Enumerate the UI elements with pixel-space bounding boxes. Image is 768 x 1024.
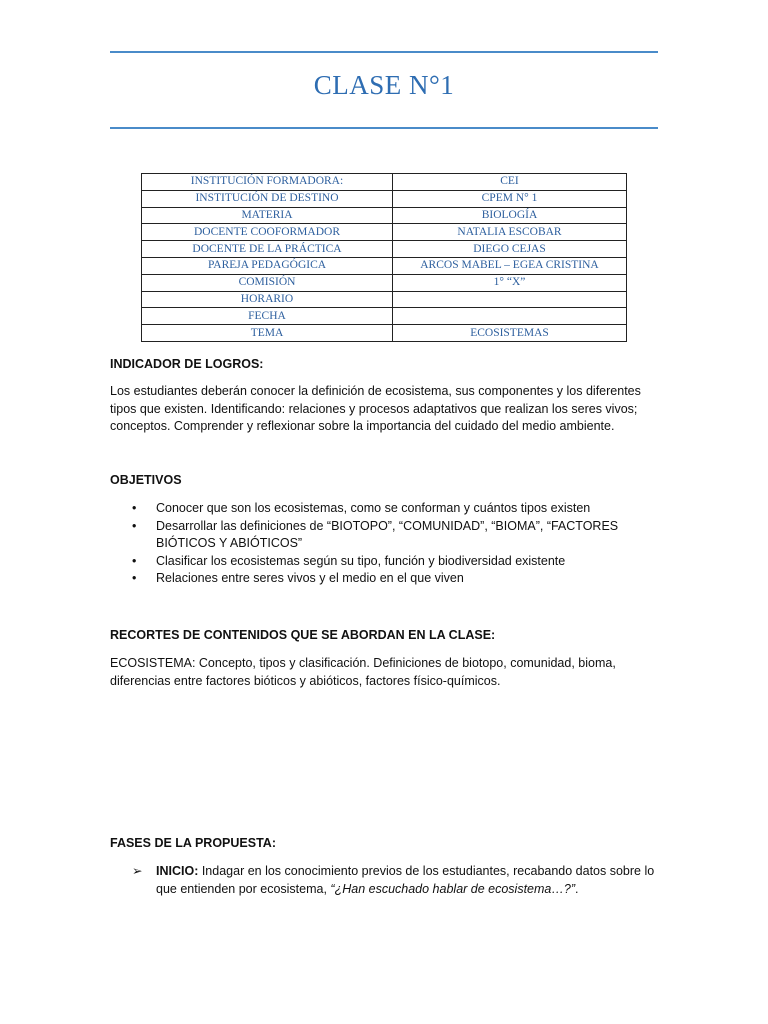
table-label-cell: FECHA [142,308,393,325]
table-label-cell: DOCENTE COOFORMADOR [142,224,393,241]
table-value-cell: ECOSISTEMAS [393,325,627,342]
recortes-text: ECOSISTEMA: Concepto, tipos y clasificación. Definiciones de biotopo, comunidad, bioma, diferencias entre factores bióticos y abióticos, factores físico-químicos. [110,656,616,688]
arrow-bullet-icon: ➢ [132,864,143,878]
list-item: • Conocer que son los ecosistemas, como se conforman y cuántos tipos existen [110,500,660,518]
table-value-cell: BIOLOGÍA [393,207,627,224]
table-value-cell: DIEGO CEJAS [393,241,627,258]
table-value-cell: CPEM N° 1 [393,190,627,207]
list-item: • Desarrollar las definiciones de “BIOTOPO”, “COMUNIDAD”, “BIOMA”, “FACTORES BIÓTICOS Y ABIÓTICOS” [132,518,619,550]
list-item: • Clasificar los ecosistemas según su tipo, función y biodiversidad existente [110,553,660,571]
table-row [142,291,627,308]
table-label-cell: DOCENTE DE LA PRÁCTICA [142,241,393,258]
table-row [142,224,627,241]
bottom-rule [110,127,658,129]
table-value-cell: CEI [393,174,627,191]
bullet-icon: • [132,518,137,533]
table-row [142,207,627,224]
table-label-cell: HORARIO [142,291,393,308]
bullet-icon: • [132,553,137,568]
table-row [142,241,627,258]
logros-heading: INDICADOR DE LOGROS: [110,357,264,371]
table-label-cell: PAREJA PEDAGÓGICA [142,257,393,274]
logros-text: Los estudiantes deberán conocer la definición de ecosistema, sus componentes y los diferentes tipos que existen. Identificando: relaciones y procesos adaptativos que realizan los seres vivos; conceptos. Comprender y reflexionar sobre la importancia del cuidado del medio ambiente. [110,384,641,433]
table-value-cell: ARCOS MABEL – EGEA CRISTINA [393,257,627,274]
table-row [142,257,627,274]
table-value-cell [393,308,627,325]
bullet-icon: • [132,571,137,585]
fases-heading: FASES DE LA PROPUESTA: [110,836,276,850]
table-row [142,325,627,342]
table-row [142,274,627,291]
bullet-icon: • [132,501,137,515]
objetivos-heading: OBJETIVOS [110,473,182,487]
table-label-cell: COMISIÓN [142,274,393,291]
fase-inicio-label: INICIO: [156,864,199,878]
table-value-cell: 1° “X” [393,274,627,291]
table-value-cell [393,291,627,308]
table-label-cell: INSTITUCIÓN FORMADORA: [142,174,393,191]
recortes-heading: RECORTES DE CONTENIDOS QUE SE ABORDAN EN LA CLASE: [110,628,496,642]
table-value-cell: NATALIA ESCOBAR [393,224,627,241]
table-row [142,174,627,191]
objetivos-list [110,500,660,588]
page-title: CLASE N°1 [313,70,455,100]
table-row [142,190,627,207]
table-label-cell: INSTITUCIÓN DE DESTINO [142,190,393,207]
fase-inicio: ➢ INICIO: Indagar en los conocimiento previos de los estudiantes, recabando datos sobre lo que entienden por ecosistema, “¿Han escuchado hablar de ecosistema…?”. [132,864,655,896]
fase-inicio-quote: “¿Han escuchado hablar de ecosistema…?” [330,881,575,896]
table-row [142,308,627,325]
info-table [141,173,627,342]
top-rule [110,51,658,53]
fase-inicio-text: Indagar en los conocimiento previos de los estudiantes, recabando datos sobre lo que entienden por ecosistema, [156,864,655,896]
list-item: • Relaciones entre seres vivos y el medio en el que viven [110,570,660,588]
table-label-cell: MATERIA [142,207,393,224]
table-label-cell: TEMA [142,325,393,342]
